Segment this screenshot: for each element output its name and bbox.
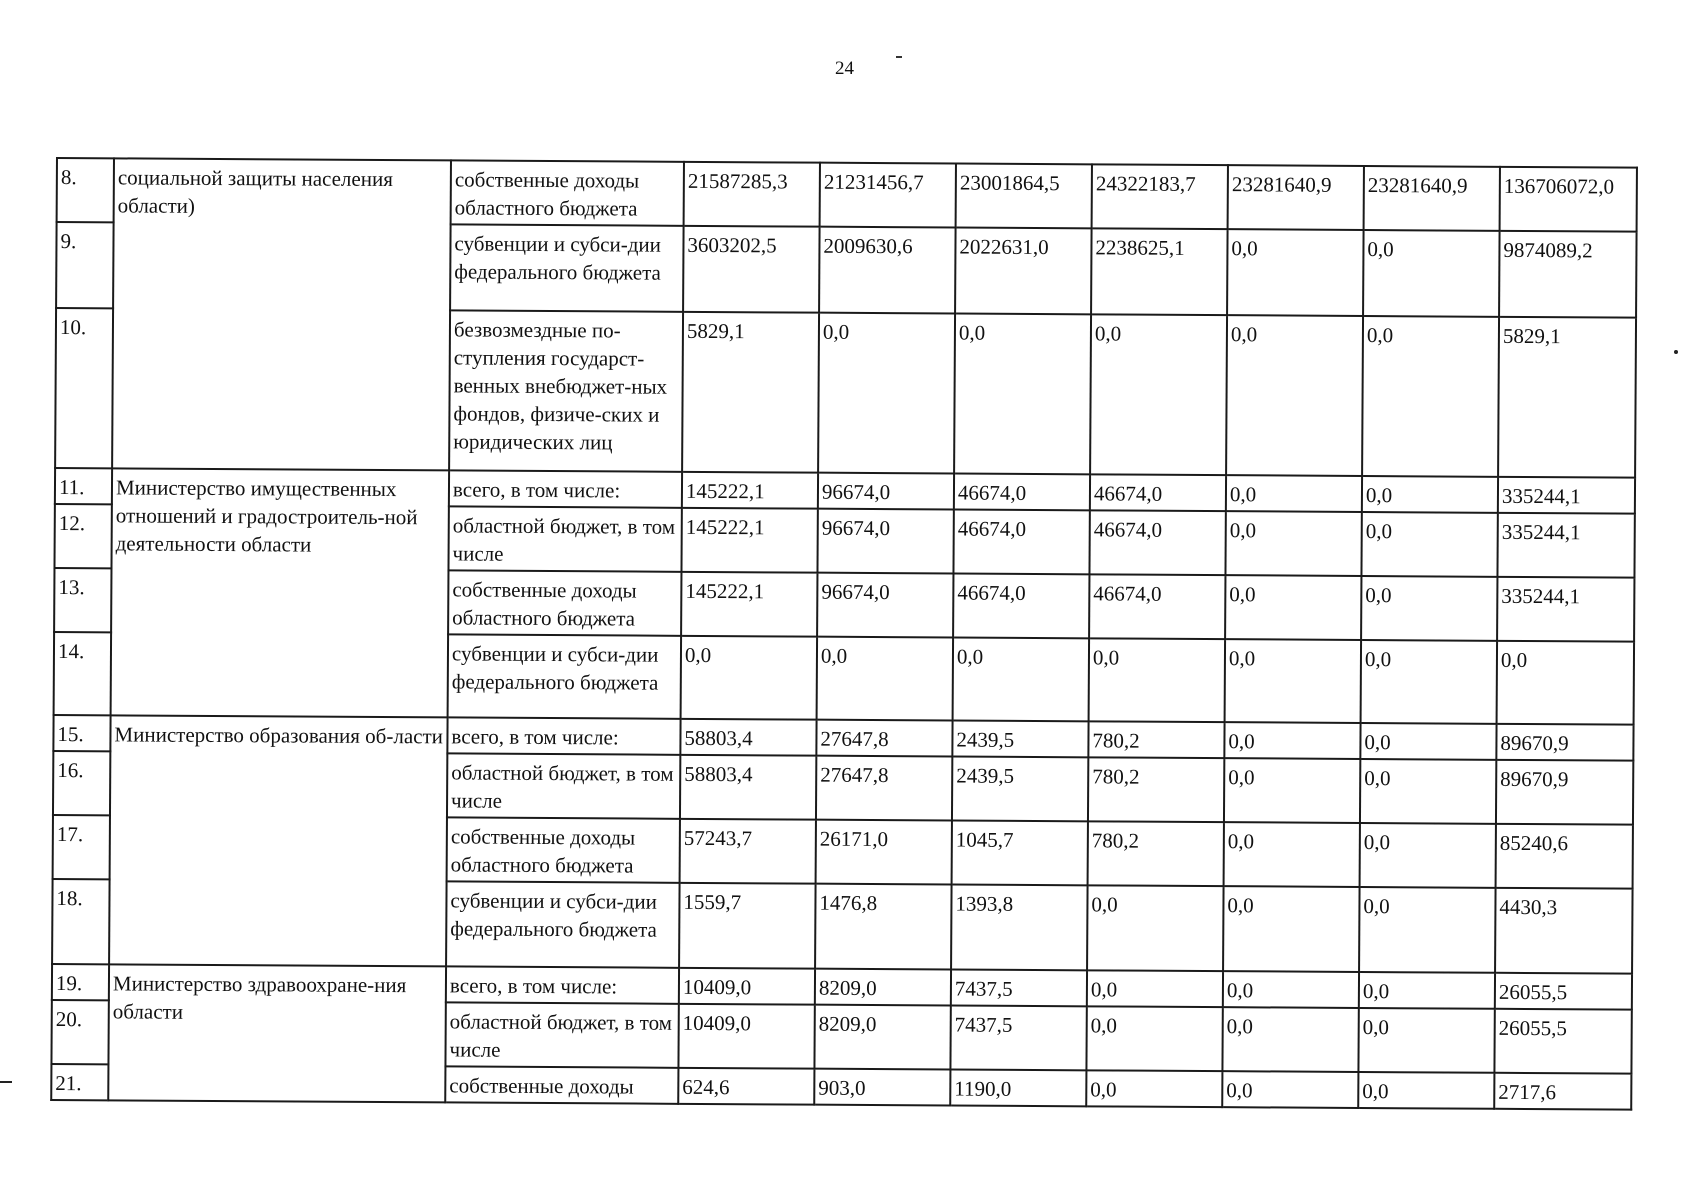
total-value: 89670,9 — [1496, 760, 1633, 825]
year-value: 3603202,5 — [683, 226, 820, 313]
funding-source: собственные доходы областного бюджета — [447, 817, 680, 882]
year-value: 0,0 — [1360, 759, 1496, 824]
total-value: 85240,6 — [1496, 824, 1633, 889]
year-value: 0,0 — [1090, 314, 1227, 475]
year-value: 0,0 — [1358, 1008, 1494, 1073]
year-value: 0,0 — [1359, 972, 1495, 1009]
year-value: 0,0 — [1224, 758, 1360, 823]
year-value: 0,0 — [1226, 315, 1363, 476]
year-value: 24322183,7 — [1092, 164, 1228, 229]
year-value: 10409,0 — [678, 1004, 814, 1069]
row-number: 13. — [54, 568, 111, 632]
total-value: 0,0 — [1497, 641, 1635, 725]
row-number: 16. — [53, 751, 110, 815]
funding-source: всего, в том числе: — [449, 470, 682, 507]
total-value: 26055,5 — [1495, 973, 1632, 1010]
budget-table — [50, 157, 1638, 1111]
total-value: 136706072,0 — [1500, 167, 1637, 232]
funding-source: субвенции и субси-дии федерального бюджета — [446, 881, 680, 967]
total-value: 4430,3 — [1495, 888, 1633, 974]
year-value: 46674,0 — [954, 473, 1090, 510]
funding-source: собственные доходы областного бюджета — [448, 570, 681, 635]
year-value: 7437,5 — [950, 1005, 1086, 1070]
year-value: 46674,0 — [1090, 474, 1226, 511]
year-value: 0,0 — [1358, 1072, 1494, 1109]
year-value: 0,0 — [1087, 885, 1224, 971]
year-value: 0,0 — [1225, 511, 1361, 576]
scan-artifact-tick — [896, 56, 902, 58]
funding-source: областной бюджет, в том числе — [448, 506, 681, 571]
year-value: 1476,8 — [815, 884, 952, 970]
year-value: 21587285,3 — [684, 162, 820, 227]
year-value: 0,0 — [1361, 640, 1498, 724]
row-number: 11. — [55, 468, 112, 504]
year-value: 96674,0 — [817, 509, 953, 574]
total-value: 26055,5 — [1494, 1009, 1631, 1074]
year-value: 145222,1 — [682, 472, 818, 509]
funding-source: субвенции и субси-дии федерального бюджета — [448, 634, 682, 718]
row-number: 9. — [56, 222, 114, 308]
row-number: 10. — [55, 308, 113, 468]
year-value: 2439,5 — [952, 756, 1088, 821]
funding-source: безвозмездные по-ступления государст-венных внебюджет-ных фондов, физиче-ских и юридических лиц — [449, 310, 683, 471]
year-value: 0,0 — [1363, 230, 1500, 317]
year-value: 27647,8 — [816, 720, 952, 757]
executor-name: Министерство образования об-ласти — [109, 715, 448, 966]
year-value: 23281640,9 — [1228, 165, 1364, 230]
year-value: 10409,0 — [679, 968, 815, 1005]
year-value: 0,0 — [1227, 229, 1364, 316]
year-value: 0,0 — [1222, 1007, 1358, 1072]
year-value: 26171,0 — [816, 820, 952, 885]
year-value: 0,0 — [1360, 823, 1496, 888]
year-value: 0,0 — [1361, 512, 1497, 577]
total-value: 89670,9 — [1496, 724, 1633, 761]
year-value: 21231456,7 — [820, 163, 956, 228]
year-value: 145222,1 — [681, 508, 817, 573]
year-value: 57243,7 — [680, 819, 816, 884]
funding-source: областной бюджет, в том числе — [447, 753, 680, 818]
year-value: 2439,5 — [952, 720, 1088, 757]
row-number: 21. — [51, 1064, 108, 1100]
funding-source: всего, в том числе: — [447, 717, 680, 754]
year-value: 0,0 — [1359, 887, 1496, 973]
executor-name: Министерство имущественных отношений и градостроитель-ной деятельности области — [111, 468, 450, 717]
total-value: 335244,1 — [1498, 477, 1635, 514]
year-value: 780,2 — [1088, 721, 1224, 758]
year-value: 0,0 — [1362, 316, 1499, 477]
funding-source: всего, в том числе: — [446, 966, 679, 1003]
year-value: 0,0 — [1223, 886, 1360, 972]
year-value: 0,0 — [1224, 822, 1360, 887]
year-value: 0,0 — [954, 313, 1091, 474]
executor-name: Министерство здравоохране-ния области — [108, 964, 446, 1102]
year-value: 0,0 — [1089, 638, 1226, 722]
year-value: 1190,0 — [950, 1069, 1086, 1106]
row-number: 8. — [57, 158, 114, 222]
year-value: 1559,7 — [679, 883, 816, 969]
year-value: 0,0 — [1226, 475, 1362, 512]
year-value: 46674,0 — [953, 509, 1089, 574]
year-value: 1045,7 — [952, 820, 1088, 885]
total-value: 335244,1 — [1497, 577, 1634, 642]
year-value: 0,0 — [1223, 971, 1359, 1008]
year-value: 46674,0 — [1089, 510, 1225, 575]
year-value: 23001864,5 — [956, 163, 1092, 228]
total-value: 335244,1 — [1497, 513, 1634, 578]
year-value: 2022631,0 — [955, 227, 1092, 314]
year-value: 8209,0 — [814, 1005, 950, 1070]
executor-name: социальной защиты населения области) — [112, 158, 451, 470]
year-value: 0,0 — [1360, 723, 1496, 760]
row-number: 12. — [54, 504, 111, 568]
year-value: 624,6 — [678, 1068, 814, 1105]
year-value: 96674,0 — [818, 473, 954, 510]
year-value: 780,2 — [1088, 821, 1224, 886]
year-value: 2009630,6 — [819, 227, 956, 314]
year-value: 46674,0 — [953, 573, 1089, 638]
funding-source: субвенции и субси-дии федерального бюджета — [450, 224, 684, 311]
year-value: 145222,1 — [681, 572, 817, 637]
year-value: 0,0 — [1087, 970, 1223, 1007]
year-value: 780,2 — [1088, 757, 1224, 822]
year-value: 0,0 — [1361, 576, 1497, 641]
year-value: 0,0 — [1086, 1006, 1222, 1071]
year-value: 903,0 — [814, 1069, 950, 1106]
row-number: 18. — [52, 879, 110, 964]
year-value: 0,0 — [681, 636, 818, 720]
year-value: 8209,0 — [815, 969, 951, 1006]
row-number: 20. — [51, 1000, 108, 1064]
year-value: 0,0 — [818, 313, 955, 474]
year-value: 2238625,1 — [1091, 228, 1228, 315]
table-row — [57, 158, 1637, 232]
year-value: 58803,4 — [680, 755, 816, 820]
year-value: 46674,0 — [1089, 574, 1225, 639]
year-value: 0,0 — [1224, 722, 1360, 759]
total-value: 5829,1 — [1498, 317, 1636, 478]
row-number: 19. — [52, 964, 109, 1000]
row-number: 14. — [54, 632, 112, 715]
year-value: 27647,8 — [816, 756, 952, 821]
year-value: 0,0 — [1225, 575, 1361, 640]
row-number: 17. — [53, 815, 110, 879]
total-value: 9874089,2 — [1499, 231, 1637, 318]
year-value: 96674,0 — [817, 573, 953, 638]
scan-artifact-dot — [1674, 350, 1678, 354]
year-value: 0,0 — [1086, 1070, 1222, 1107]
year-value: 0,0 — [953, 637, 1090, 721]
year-value: 7437,5 — [951, 969, 1087, 1006]
year-value: 58803,4 — [680, 719, 816, 756]
table-body — [51, 158, 1637, 1110]
funding-source: собственные доходы областного бюджета — [451, 160, 684, 225]
funding-source: собственные доходы — [445, 1066, 678, 1103]
year-value: 23281640,9 — [1364, 166, 1500, 231]
page-number: 24 — [835, 58, 854, 79]
year-value: 0,0 — [1222, 1071, 1358, 1108]
year-value: 5829,1 — [682, 312, 819, 473]
year-value: 0,0 — [1362, 476, 1498, 513]
total-value: 2717,6 — [1494, 1073, 1631, 1110]
scan-artifact-dash — [0, 1081, 12, 1083]
year-value: 0,0 — [817, 637, 954, 721]
year-value: 0,0 — [1225, 639, 1362, 723]
year-value: 1393,8 — [951, 884, 1088, 970]
row-number: 15. — [53, 715, 110, 751]
funding-source: областной бюджет, в том числе — [445, 1002, 678, 1067]
